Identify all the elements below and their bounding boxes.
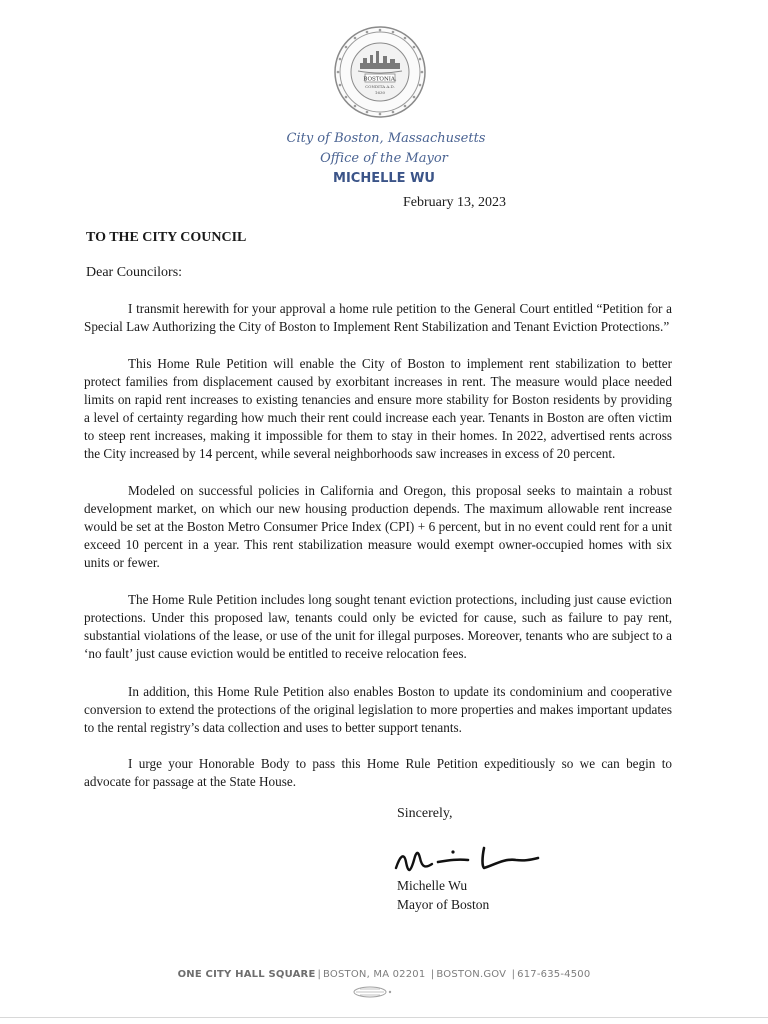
body-paragraph-4: The Home Rule Petition includes long sought tenant eviction protections, including just cause eviction protections. Under this proposed law, tenants could only be evicted for cause, such as failure to pay rent, substantial violations of the lease, or use of the unit for illegal purposes. Moreover, tenants who are subject to a ‘no fault’ just cause eviction would be entitled to receive relocation fees. [84,592,672,661]
signatory-title: Mayor of Boston [397,897,490,912]
handwritten-signature [392,838,542,882]
body-paragraph-6: I urge your Honorable Body to pass this Home Rule Petition expeditiously so we can begin to advocate for passage at the State House. [84,756,672,789]
signatory-name: Michelle Wu [397,878,468,893]
letterhead-mayor-name: MICHELLE WU [333,171,435,186]
footer-phone: 617-635-4500 [517,969,591,980]
seal-sub-text: CONDITA A.D. [365,84,395,89]
letterhead-city: City of Boston, Massachusetts [286,131,486,146]
footer-emblem-icon [348,984,396,1000]
closing: Sincerely, [397,806,453,821]
footer-address: ONE CITY HALL SQUARE [177,969,316,980]
footer-website: BOSTON.GOV [436,969,507,980]
body-paragraph-3: Modeled on successful policies in California and Oregon, this proposal seeks to maintain a robust development market, on which our new housing production depends. The maximum allowable rent increase would be set at the Boston Metro Consumer Price Index (CPI) + 6 percent, but in no event could rent for a unit exceed 10 percent in a year. This rent stabilization measure would exempt owner-occupied homes with six units or fewer. [84,483,672,570]
body-paragraph-5: In addition, this Home Rule Petition also enables Boston to update its condominium and cooperative conversion to extend the protections of the original legislation to more properties and makes important updates to the rental registry’s data collection and uses to better support tenants. [84,684,672,735]
body-paragraph-1: I transmit herewith for your approval a home rule petition to the General Court entitled “Petition for a Special Law Authorizing the City of Boston to Implement Rent Stabilization and Tenant Eviction Protections.” [84,301,672,334]
seal-year-text: 1630 [374,90,386,95]
city-seal-icon [333,25,427,119]
letterhead-office: Office of the Mayor [320,151,448,166]
bottom-rule [0,1017,768,1018]
footer-contact: ONE CITY HALL SQUARE | BOSTON, MA 02201 | BOSTON.GOV | 617-635-4500 [177,969,591,980]
letter-date: February 13, 2023 [403,195,507,210]
footer-city-zip: BOSTON, MA 02201 [323,969,426,980]
salutation: Dear Councilors: [86,265,183,280]
body-paragraph-2: This Home Rule Petition will enable the City of Boston to implement rent stabilization to better protect families from displacement caused by exorbitant increases in rent. The measure would place needed limits on rapid rent increases to existing tenancies and ensure more stability for Boston residents by providing a level of certainty regarding how much their rent could increase each year. Tenants in Boston are often victim to steep rent increases, making it impossible for them to stay in their homes. In 2022, advertised rents across the City increased by 14 percent, while several neighborhoods saw increases in excess of 20 percent. [84,356,672,461]
addressee: TO THE CITY COUNCIL [86,230,247,245]
seal-center-text: BOSTONIA. [363,76,397,83]
